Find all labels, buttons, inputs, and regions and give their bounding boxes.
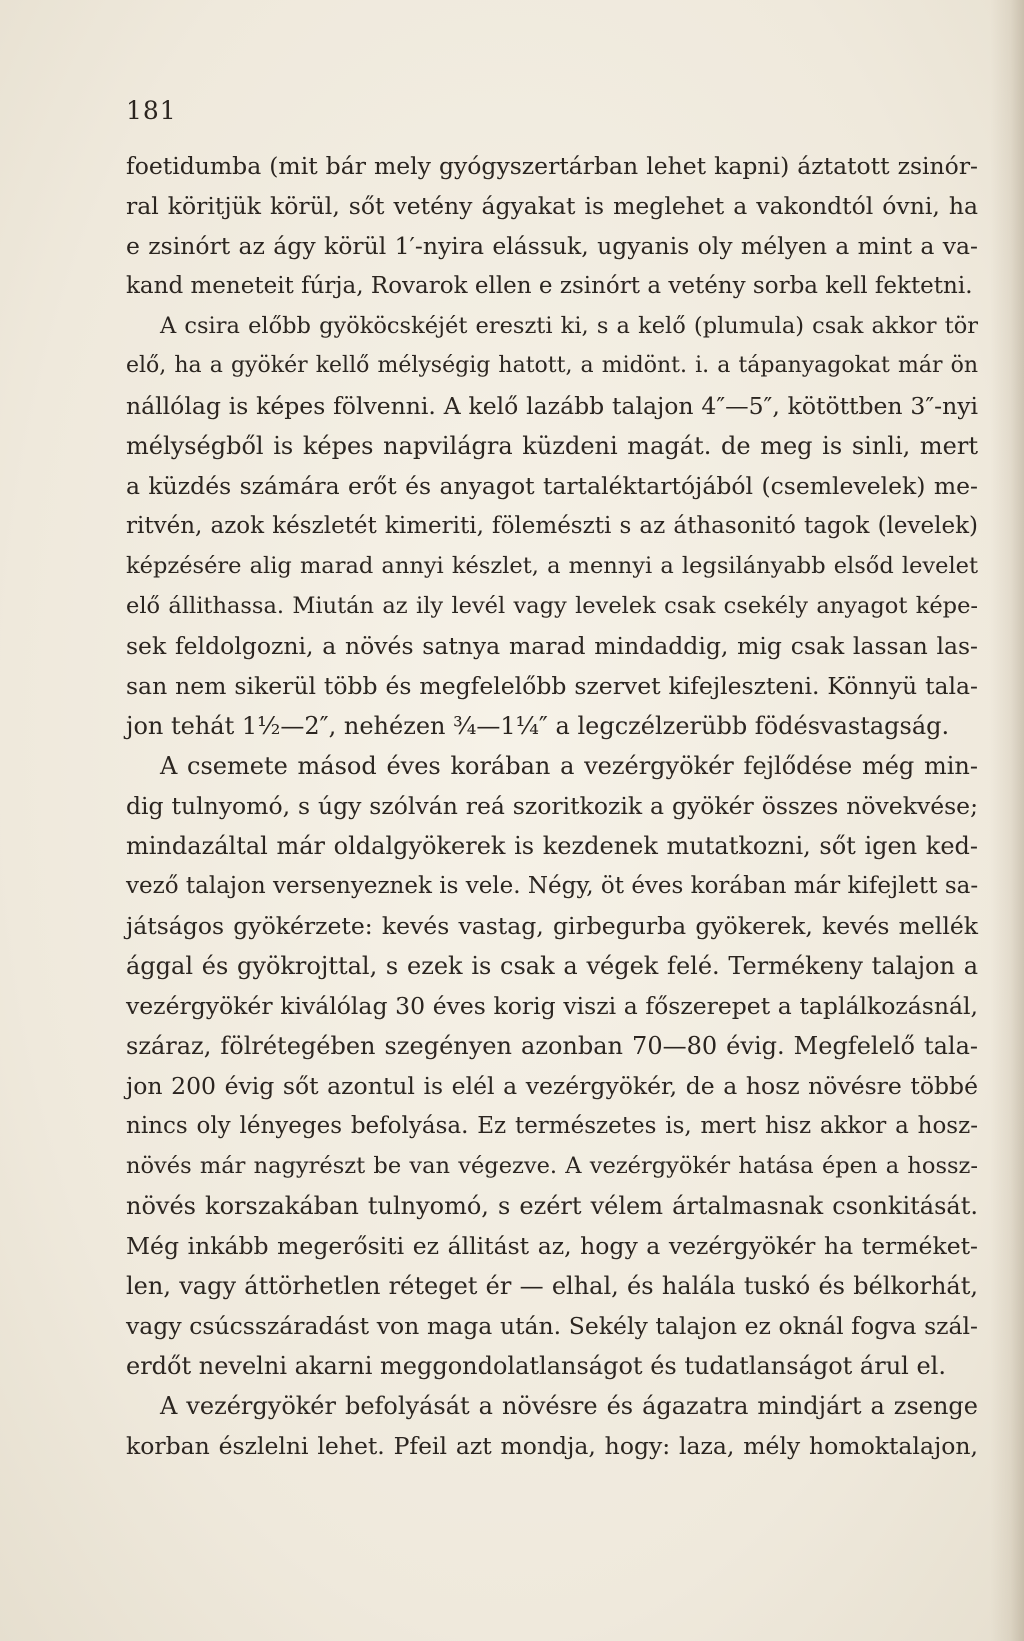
text-line: növés korszakában tulnyomó, s ezért vélem ártalmasnak csonkitását. [126, 1192, 978, 1220]
text-line: vezérgyökér kiválólag 30 éves korig viszi a főszerepet a taplálkozásnál, [126, 992, 978, 1020]
text-line: ral köritjük körül, sőt vetény ágyakat is meglehet a vakondtól óvni, ha [126, 192, 978, 220]
text-line: vagy csúcsszáradást von maga után. Sekély talajon ez oknál fogva szál- [126, 1312, 978, 1340]
body-text [126, 146, 978, 1466]
text-line: sek feldolgozni, a növés satnya marad mindaddig, mig csak lassan las- [126, 632, 978, 660]
text-line: Még inkább megerősiti ez állitást az, hogy a vezérgyökér ha terméket- [126, 1232, 978, 1260]
text-line: vező talajon versenyeznek is vele. Négy, öt éves korában már kifejlett sa- [126, 873, 979, 899]
text-line: jon tehát 1½—2″, nehézen ¾—1¼″ a legczélzerübb födésvastagság. [126, 712, 950, 740]
text-line: nállólag is képes fölvenni. A kelő lazább talajon 4″—5″, kötöttben 3″-nyi [126, 392, 978, 420]
text-line: elő állithassa. Miután az ily levél vagy levelek csak csekély anyagot képe- [126, 593, 978, 619]
page-edge-shadow [990, 0, 1024, 1641]
text-line: mindazáltal már oldalgyökerek is kezdenek mutatkozni, sőt igen ked- [126, 832, 978, 860]
text-line: jon 200 évig sőt azontul is elél a vezérgyökér, de a hosz növésre többé [126, 1072, 978, 1100]
text-line: a küzdés számára erőt és anyagot tartaléktartójából (csemlevelek) me- [126, 472, 978, 500]
page-number: 181 [126, 96, 177, 125]
text-line: korban észlelni lehet. Pfeil azt mondja, hogy: laza, mély homoktalajon, [126, 1432, 978, 1460]
text-line: nincs oly lényeges befolyása. Ez természetes is, mert hisz akkor a hosz- [126, 1113, 978, 1139]
text-line: kand meneteit fúrja, Rovarok ellen e zsinórt a vetény sorba kell fektetni. [126, 273, 973, 299]
text-line: e zsinórt az ágy körül 1′-nyira elássuk, ugyanis oly mélyen a mint a va- [126, 232, 978, 260]
text-line: A csira előbb gyököcskéjét ereszti ki, s a kelő (plumula) csak akkor tör [160, 313, 978, 339]
text-line: mélységből is képes napvilágra küzdeni magát. de meg is sinli, mert [126, 432, 978, 460]
text-line: san nem sikerül több és megfelelőbb szervet kifejleszteni. Könnyü tala- [126, 672, 978, 700]
text-line: A vezérgyökér befolyását a növésre és ágazatra mindjárt a zsenge [160, 1392, 978, 1420]
text-line: képzésére alig marad annyi készlet, a mennyi a legsilányabb elsőd levelet [126, 553, 978, 579]
text-line: száraz, fölrétegében szegényen azonban 70—80 évig. Megfelelő tala- [126, 1032, 978, 1060]
text-line: növés már nagyrészt be van végezve. A vezérgyökér hatása épen a hossz- [126, 1153, 978, 1179]
text-line: dig tulnyomó, s úgy szólván reá szoritkozik a gyökér összes növekvése; [126, 792, 978, 820]
text-line: ággal és gyökrojttal, s ezek is csak a végek felé. Termékeny talajon a [126, 952, 978, 980]
text-line: A csemete másod éves korában a vezérgyökér fejlődése még min- [160, 752, 978, 780]
text-line: ritvén, azok készletét kimeriti, fölemészti s az áthasonitó tagok (levelek) [126, 513, 978, 539]
text-line: elő, ha a gyökér kellő mélységig hatott, a midönt. i. a tápanyagokat már ön [126, 353, 978, 378]
text-line: erdőt nevelni akarni meggondolatlanságot és tudatlanságot árul el. [126, 1352, 946, 1380]
text-line: foetidumba (mit bár mely gyógyszertárban lehet kapni) áztatott zsinór- [126, 152, 978, 180]
text-line: len, vagy áttörhetlen réteget ér — elhal, és halála tuskó és bélkorhát, [126, 1272, 978, 1300]
text-line: játságos gyökérzete: kevés vastag, girbegurba gyökerek, kevés mellék [126, 912, 978, 940]
